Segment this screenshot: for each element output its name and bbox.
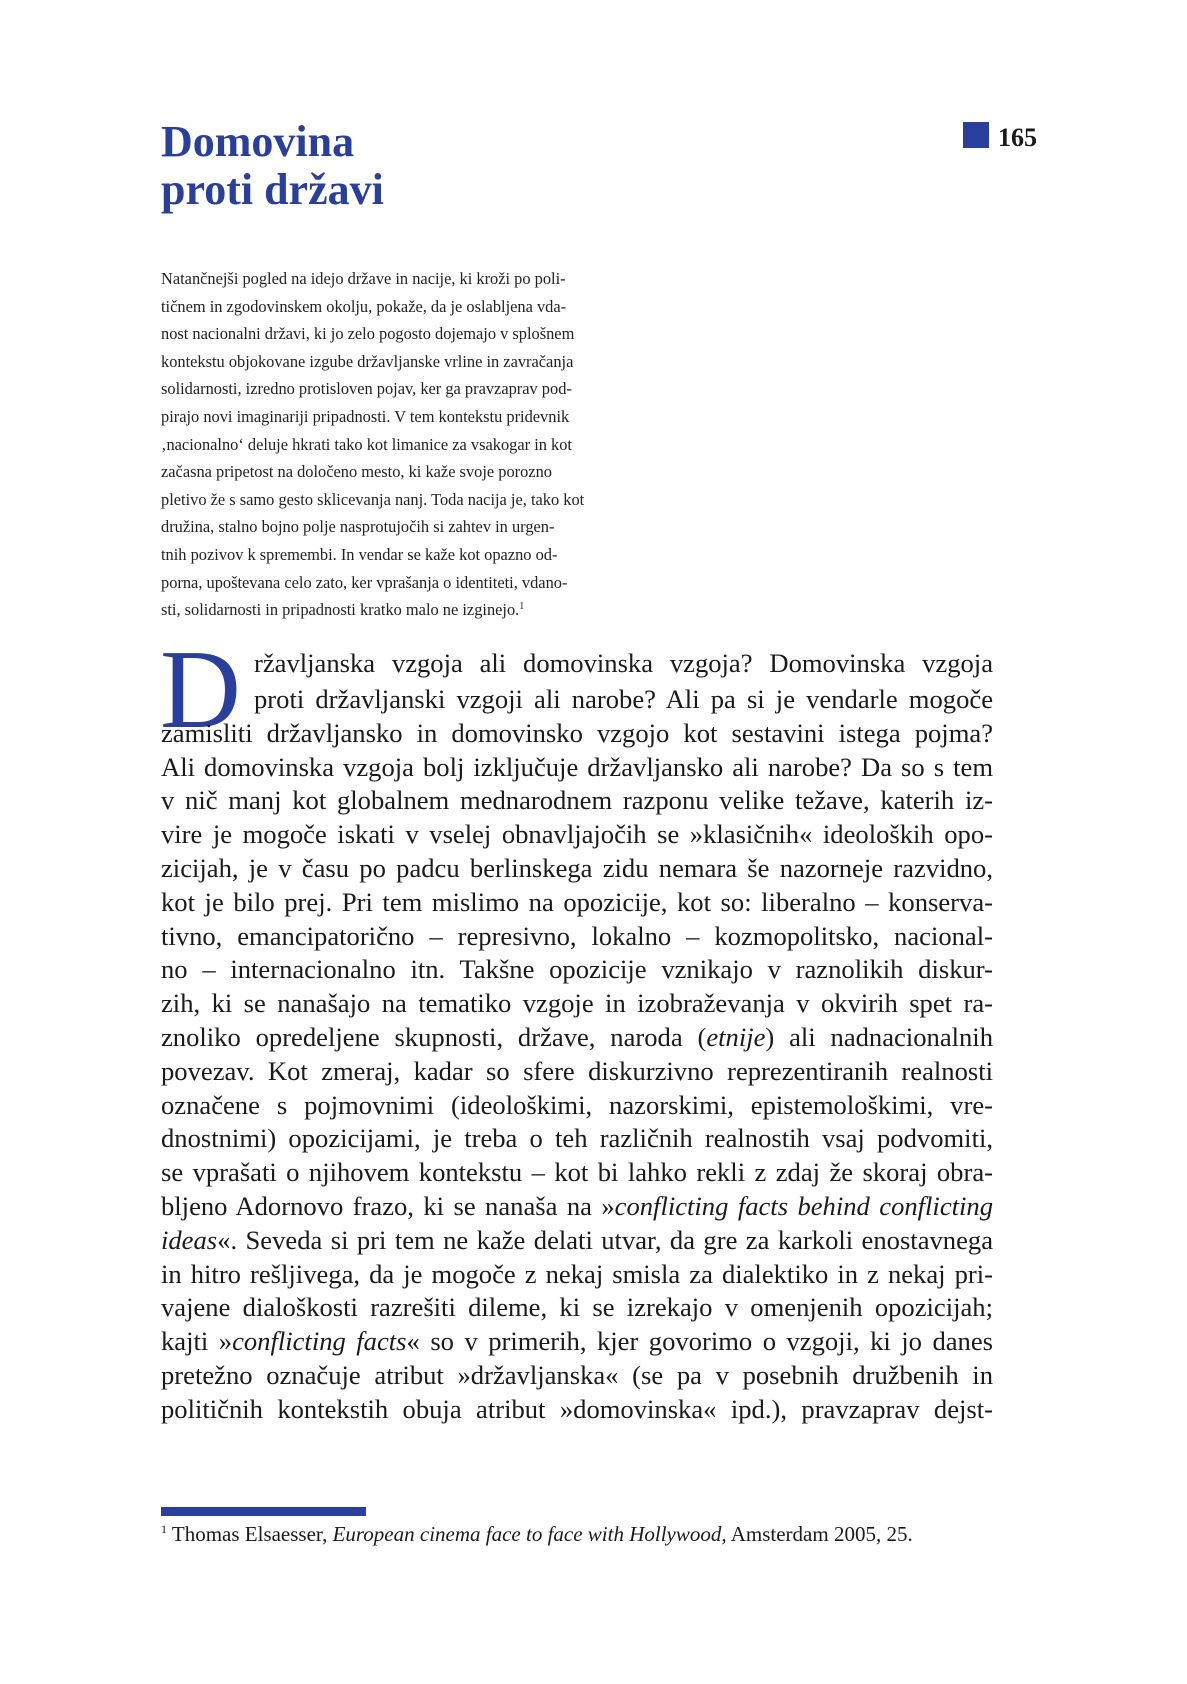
body-line: označene s pojmovnimi (ideološkimi, nazorskimi, epistemološkimi, vre- (161, 1089, 993, 1120)
abstract-line: porna, upoštevana celo zato, ker vprašanja o identiteti, vdano- (161, 572, 568, 592)
footnote-reference[interactable]: 1 (519, 601, 525, 613)
abstract-line: družina, stalno bojno polje nasprotujočih si zahtev in urgen- (161, 517, 555, 537)
body-line: vire je mogoče iskati v vselej obnavljajočih se »klasičnih« ideoloških opo- (161, 819, 993, 850)
abstract (161, 265, 636, 624)
footnote-work-title: European cinema face to face with Hollywood (332, 1522, 722, 1546)
abstract-line: solidarnosti, izredno protisloven pojav, ker ga pravzaprav pod- (161, 379, 572, 399)
body-line: povezav. Kot zmeraj, kadar so sfere diskurzivno reprezentiranih realnosti (161, 1055, 993, 1086)
page-number: 165 (998, 123, 1037, 152)
body-line: tivno, emancipatorično – represivno, lokalno – kozmopolitsko, nacional- (161, 920, 993, 951)
body-line: kajti »conflicting facts« so v primerih, kjer govorimo o vzgoji, ki jo danes (161, 1326, 993, 1357)
abstract-line: ‚nacionalno‘ deluje hkrati tako kot limanice za vsakogar in kot (161, 434, 572, 454)
abstract-line: kontekstu objokovane izgube državljanske vrline in zavračanja (161, 351, 574, 371)
body-line: no – internacionalno itn. Takšne opozicije vznikajo v raznolikih diskur- (161, 954, 993, 985)
abstract-line: tnih pozivov k spremembi. In vendar se kaže kot opazno od- (161, 544, 558, 564)
footnote-details: , Amsterdam 2005, 25. (721, 1522, 913, 1546)
body-line: ržavljanska vzgoja ali domovinska vzgoja? Domovinska vzgoja (254, 648, 993, 678)
abstract-line: tičnem in zgodovinskem okolju, pokaže, da je oslabljena vda- (161, 296, 567, 316)
body-line: zicijah, je v času po padcu berlinskega zidu nemara še nazorneje razvidno, (161, 852, 993, 883)
footnote-divider (161, 1507, 366, 1516)
body-line: ideas«. Seveda si pri tem ne kaže delati utvar, da gre za karkoli enostavnega (161, 1224, 993, 1255)
body-line: vajene dialoškosti razrešiti dileme, ki se izrekajo v omenjenih opozicijah; (161, 1292, 993, 1323)
chapter-title-line-1: Domovina (161, 117, 355, 166)
chapter-title (161, 118, 384, 214)
body-text (161, 648, 993, 1427)
body-line: kot je bilo prej. Pri tem mislimo na opozicije, kot so: liberalno – konserva- (161, 886, 993, 917)
body-line: pretežno označuje atribut »državljanska« (se pa v posebnih družbenih in (161, 1359, 993, 1390)
body-line: v nič manj kot globalnem mednarodnem razponu velike težave, katerih iz- (161, 785, 993, 816)
footnote-number: 1 (161, 1522, 167, 1536)
body-line: zih, ki se nanašajo na tematiko vzgoje in izobraževanja v okvirih spet ra- (161, 988, 993, 1019)
body-line: se vprašati o njihovem kontekstu – kot bi lahko rekli z zdaj že skoraj obra- (161, 1157, 993, 1188)
abstract-line: Natančnejši pogled na idejo države in nacije, ki kroži po poli- (161, 269, 566, 288)
abstract-line: pirajo novi imaginariji pripadnosti. V tem kontekstu pridevnik (161, 406, 570, 426)
footnote-author: Thomas Elsaesser, (171, 1522, 333, 1546)
body-line: dnostnimi) opozicijami, je treba o teh različnih realnostih vsaj podvomiti, (161, 1123, 993, 1154)
page-marker-square (963, 122, 989, 148)
abstract-line-last (161, 596, 636, 624)
body-line: proti državljanski vzgoji ali narobe? Ali pa si je vendarle mogoče (254, 684, 993, 714)
abstract-line: začasna pripetost na določeno mesto, ki kaže svoje porozno (161, 462, 552, 482)
footnote (161, 1521, 913, 1547)
chapter-title-line-2: proti državi (161, 165, 384, 214)
body-line: bljeno Adornovo frazo, ki se nanaša na »conflicting facts behind conflicting (161, 1190, 993, 1221)
drop-cap: D (160, 628, 241, 752)
body-line: Ali domovinska vzgoja bolj izključuje državljansko ali narobe? Da so s tem (161, 751, 993, 782)
abstract-line: pletivo že s samo gesto sklicevanja nanj. Toda nacija je, tako kot (161, 489, 585, 509)
abstract-line-text: sti, solidarnosti in pripadnosti kratko malo ne izginejo. (161, 600, 520, 620)
body-line: političnih kontekstih obuja atribut »domovinska« ipd.), pravzaprav dejst- (161, 1393, 993, 1424)
abstract-line: nost nacionalni državi, ki jo zelo pogosto dojemajo v splošnem (161, 324, 575, 344)
body-line: in hitro rešljivega, da je mogoče z nekaj smisla za dialektiko in z nekaj pri- (161, 1258, 993, 1289)
body-line: zamisliti državljansko in domovinsko vzgojo kot sestavini istega pojma? (161, 717, 993, 748)
body-line: znoliko opredeljene skupnosti, države, naroda (etnije) ali nadnacionalnih (161, 1021, 993, 1052)
